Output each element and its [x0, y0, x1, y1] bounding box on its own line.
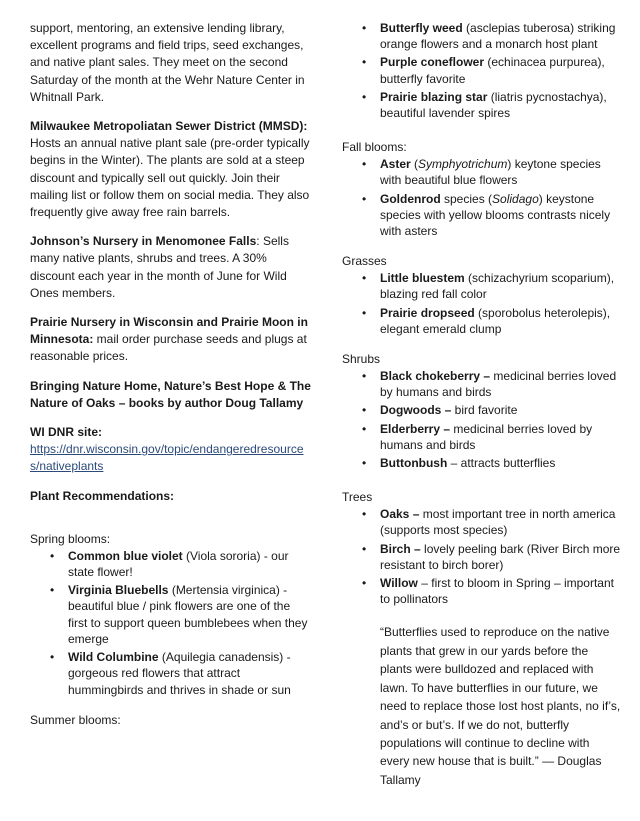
plant-name: Buttonbush: [380, 456, 448, 471]
trees-list: [342, 506, 622, 607]
plant-desc: (: [410, 157, 419, 172]
plant-name: Common blue violet: [68, 548, 183, 563]
bullet-icon: •: [362, 55, 367, 70]
summer-heading: Summer blooms:: [30, 712, 121, 727]
latin-name: Solidago: [492, 191, 539, 206]
trees-heading: Trees: [342, 490, 373, 505]
list-item: [342, 89, 622, 121]
bullet-icon: •: [362, 191, 367, 206]
list-item: [342, 368, 622, 400]
plant-desc: most important tree in north america (supports most species): [380, 507, 616, 538]
prairie-title: Prairie Nursery in Wisconsin and Prairie Moon in Minnesota:: [30, 315, 308, 347]
mmsd-text: Hosts an annual native plant sale (pre-order typically begins in the Winter). The plants are sold at a steep discount and typically sell out quickly. Join their mailing list or follow them on social media. They also frequently give away free rain barrels.: [30, 136, 310, 220]
plant-name: Willow: [380, 576, 418, 591]
latin-name: Symphyotrichum: [418, 157, 508, 172]
list-item: [30, 548, 312, 580]
plant-desc: species (: [440, 191, 493, 206]
plant-name: Dogwoods –: [380, 403, 452, 418]
bullet-icon: •: [362, 507, 367, 522]
bullet-icon: •: [362, 271, 367, 286]
plant-name: Birch –: [380, 541, 421, 556]
shrubs-list: [342, 368, 622, 471]
plant-recommendations-heading: Plant Recommendations:: [30, 488, 175, 503]
plant-desc: ) keystone species with yellow blooms contrasts nicely with asters: [380, 191, 611, 239]
plant-desc: (echinacea purpurea), butterfly favorite: [380, 55, 605, 86]
bullet-icon: •: [362, 576, 367, 591]
left-column: [30, 20, 312, 729]
plant-desc: (Viola sororia) - our state flower!: [68, 548, 289, 580]
plant-name: Oaks –: [380, 507, 420, 522]
plant-desc: (schizachyrium scoparium), blazing red fall color: [380, 271, 615, 302]
plant-desc: (Mertensia virginica) - beautiful blue / pink flowers are one of the first to support queen bumblebees when they emerge: [68, 583, 308, 646]
bullet-icon: •: [50, 548, 55, 563]
prairie-paragraph: [30, 314, 312, 366]
list-item: [342, 421, 622, 453]
bullet-icon: •: [362, 541, 367, 556]
bullet-icon: •: [50, 650, 55, 665]
list-item: [342, 506, 622, 538]
bullet-icon: •: [362, 369, 367, 384]
bullet-icon: •: [362, 305, 367, 320]
plant-name: Elderberry –: [380, 421, 451, 436]
bullet-icon: •: [362, 89, 367, 104]
shrubs-heading: Shrubs: [342, 352, 381, 367]
plant-name: Goldenrod: [380, 191, 441, 206]
plant-name: Black chokeberry –: [380, 369, 491, 384]
list-item: [342, 575, 622, 607]
bullet-icon: •: [362, 456, 367, 471]
spring-heading: Spring blooms:: [30, 531, 111, 546]
list-item: [342, 191, 622, 240]
bullet-icon: •: [362, 21, 367, 35]
bullet-icon: •: [362, 421, 367, 436]
list-item: [342, 20, 622, 52]
plant-desc: (Aquilegia canadensis) - gorgeous red flowers that attract hummingbirds and thrives in shade or sun: [68, 650, 291, 697]
summer-list: [342, 20, 622, 121]
dnr-link[interactable]: https://dnr.wisconsin.gov/topic/endangeredresources/nativeplants: [30, 442, 304, 474]
list-item: [342, 541, 622, 573]
plant-desc: medicinal berries loved by humans and birds: [380, 421, 593, 452]
list-item: [30, 649, 312, 698]
books-paragraph: Bringing Nature Home, Nature’s Best Hope & The Nature of Oaks – books by author Doug Tallamy: [30, 378, 311, 410]
spring-list: [30, 548, 312, 698]
plant-desc: lovely peeling bark (River Birch more resistant to birch borer): [380, 541, 621, 572]
plant-name: Purple coneflower: [380, 55, 485, 70]
grasses-heading: Grasses: [342, 254, 387, 269]
plant-desc: (liatris pycnostachya), beautiful lavender spires: [380, 89, 607, 121]
plant-name: Wild Columbine: [68, 650, 159, 665]
dnr-title: WI DNR site:: [30, 425, 102, 440]
bullet-icon: •: [362, 157, 367, 172]
fall-list: [342, 156, 622, 239]
plant-desc: (sporobolus heterolepis), elegant emerald clump: [380, 305, 611, 336]
plant-name: Prairie dropseed: [380, 305, 475, 320]
intro-paragraph: support, mentoring, an extensive lending library, excellent programs and field trips, seed exchanges, and native plant sales. They meet on the second Saturday of the month at the Wehr Nature Center in Whitnall Park.: [30, 21, 305, 104]
list-item: [342, 455, 622, 471]
johnsons-title: Johnson’s Nursery in Menomonee Falls: [30, 234, 257, 249]
bullet-icon: •: [362, 403, 367, 418]
mmsd-paragraph: [30, 118, 312, 221]
plant-desc: – attracts butterflies: [447, 456, 556, 471]
right-column: [342, 20, 622, 789]
tallamy-quote: “Butterflies used to reproduce on the native plants that grew in our yards before the plants were bulldozed and replaced with lawn. To have butterflies in our future, we need to replace those lost host plants, no if’s, and’s or but’s. If we do not, butterfly populations will continue to decline with every new house that is built.” — Douglas Tallamy: [380, 625, 621, 787]
mmsd-title: Milwaukee Metropoliatan Sewer District (MMSD):: [30, 119, 308, 134]
list-item: [30, 582, 312, 647]
plant-name: Little bluestem: [380, 271, 465, 286]
johnsons-text: : Sells many native plants, shrubs and trees. A 30% discount each year in the month of June for Wild Ones members.: [30, 234, 289, 300]
plant-name: Prairie blazing star: [380, 89, 488, 104]
plant-name: Butterfly weed: [380, 21, 463, 35]
list-item: [342, 156, 622, 188]
grasses-list: [342, 270, 622, 337]
plant-desc: ) keytone species with beautiful blue flowers: [380, 157, 601, 188]
bullet-icon: •: [50, 583, 55, 598]
johnsons-paragraph: [30, 233, 312, 302]
plant-desc: bird favorite: [451, 403, 518, 418]
list-item: [342, 402, 622, 418]
list-item: [342, 270, 622, 302]
plant-desc: (asclepias tuberosa) striking orange flowers and a monarch host plant: [380, 21, 616, 52]
plant-desc: – first to bloom in Spring – important to pollinators: [380, 576, 614, 607]
list-item: [342, 54, 622, 86]
plant-name: Virginia Bluebells: [68, 583, 169, 598]
prairie-text: mail order purchase seeds and plugs at reasonable prices.: [30, 332, 307, 364]
plant-desc: medicinal berries loved by humans and birds: [380, 369, 617, 400]
fall-heading: Fall blooms:: [342, 140, 407, 155]
list-item: [342, 305, 622, 337]
plant-name: Aster: [380, 157, 411, 172]
dnr-link-paragraph: [30, 441, 312, 475]
